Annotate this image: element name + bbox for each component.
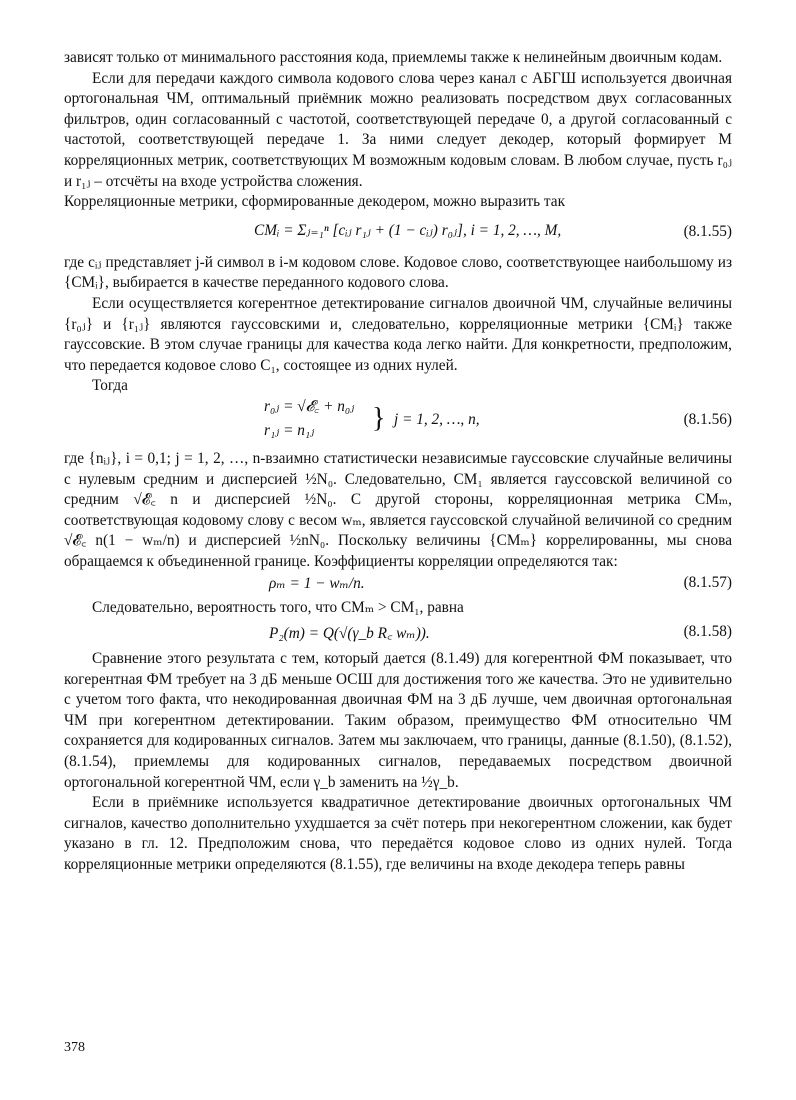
paragraph-8: Следовательно, вероятность того, что CMₘ > CM₁, равна — [92, 599, 464, 617]
paragraph-5: Если осуществляется когерентное детектирование сигналов двоичной ЧМ, случайные величины {r₀ⱼ} и {r₁ⱼ} являются гауссовскими и, следовательно, корреляционные метрики {CMᵢ} также гауссовские. В этом случае границы для качества кода легко найти. Для конкретности, предположим, что передается кодовое слово C₁, состоящее из одних нулей. — [64, 294, 732, 374]
paragraph-10: Если в приёмнике используется квадратичное детектирование двоичных ортогональных ЧМ сигналов, качество дополнительно ухудшается за счёт потерь при некогерентном сложении, как будет указано в гл. 12. Предположим снова, что передаётся кодовое слово из одних нулей. Тогда корреляционные метрики определяются (8.1.55), где величины на входе декодера теперь равны — [64, 794, 732, 873]
paragraph-6: Тогда — [92, 377, 128, 395]
equation-expression: P₂(m) = Q(√(γ_b R꜀ wₘ)). — [269, 625, 430, 643]
equation-line-1: r₀ⱼ = √𝓔꜀ + n₀ⱼ — [264, 397, 355, 415]
right-brace: } — [372, 402, 386, 434]
equation-8-1-58 — [64, 619, 732, 649]
equation-expression: CMᵢ = Σⱼ₌₁ⁿ [cᵢⱼ r₁ⱼ + (1 − cᵢⱼ) r₀ⱼ], i = 1, 2, …, M, — [254, 221, 562, 239]
equation-expression: ρₘ = 1 − wₘ/n. — [269, 575, 365, 593]
paragraph-1: зависят только от минимального расстояния кода, приемлемы также к нелинейным двоичным кодам. — [64, 49, 723, 66]
equation-range: j = 1, 2, …, n, — [394, 410, 480, 428]
page-number: 378 — [64, 1040, 85, 1055]
equation-8-1-57 — [64, 572, 732, 598]
paragraph-9: Сравнение этого результата с тем, который дается (8.1.49) для когерентной ФМ показывает, что когерентная ФМ требует на 3 дБ меньше ОСШ для достижения того же качества. Это не удивительно с учетом того факта, что некодированная двоичная ФМ на 3 дБ лучше, чем двоичная ортогональная ЧМ при когерентном детектировании. Таким образом, преимущество ФМ относительно ЧМ сохраняется для кодированных сигналов. Затем мы заключаем, что границы, данные (8.1.50), (8.1.52), (8.1.54), приемлемы для кодированных сигналов, передаваемых посредством двоичной ортогональной когерентной ЧМ, если γ_b заменить на ½γ_b. — [64, 650, 732, 791]
page-body — [64, 48, 732, 876]
equation-number: (8.1.57) — [683, 574, 732, 592]
paragraph-7: где {nᵢⱼ}, i = 0,1; j = 1, 2, …, n-взаимно статистически независимые гауссовские случайные величины с нулевым средним и дисперсией ½N₀. Следовательно, CM₁ является гауссовской величиной со средним √𝓔꜀ n и дисперсией ½N₀. С другой стороны, корреляционная метрика CMₘ, соответствующая кодовому слову с весом wₘ, является гауссовской случайной величиной со средним √𝓔꜀ n(1 − wₘ/n) и дисперсией ½nN₀. Поскольку величины {CMₘ} коррелированны, мы снова обращаемся к объединенной границе. Коэффициенты корреляции определяются так: — [64, 449, 732, 570]
equation-number: (8.1.55) — [683, 222, 732, 240]
equation-number: (8.1.58) — [683, 623, 732, 641]
equation-8-1-56 — [64, 397, 732, 449]
paragraph-2: Если для передачи каждого символа кодового слова через канал с АБГШ используется двоичная ортогональная ЧМ, оптимальный приёмник можно реализовать посредством двух согласованных фильтров, один согласованный с частотой, соответствующей передаче 0, а другой согласованный с частотой, соответствующей передаче 1. За ними следует декодер, который формирует M корреляционных метрик, соответствующих M возможным кодовым словам. В любом случае, пусть r₀ⱼ и r₁ⱼ – отсчёты на входе устройства сложения. — [64, 69, 732, 190]
equation-number: (8.1.56) — [683, 410, 732, 428]
paragraph-3: Корреляционные метрики, сформированные декодером, можно выразить так — [64, 193, 566, 211]
paragraph-4: где cᵢⱼ представляет j-й символ в i-м кодовом слове. Кодовое слово, соответствующее наибольшому из {CMᵢ}, выбирается в качестве переданного кодового слова. — [64, 253, 732, 292]
equation-8-1-55 — [64, 213, 732, 253]
equation-line-2: r₁ⱼ = n₁ⱼ — [264, 421, 315, 439]
